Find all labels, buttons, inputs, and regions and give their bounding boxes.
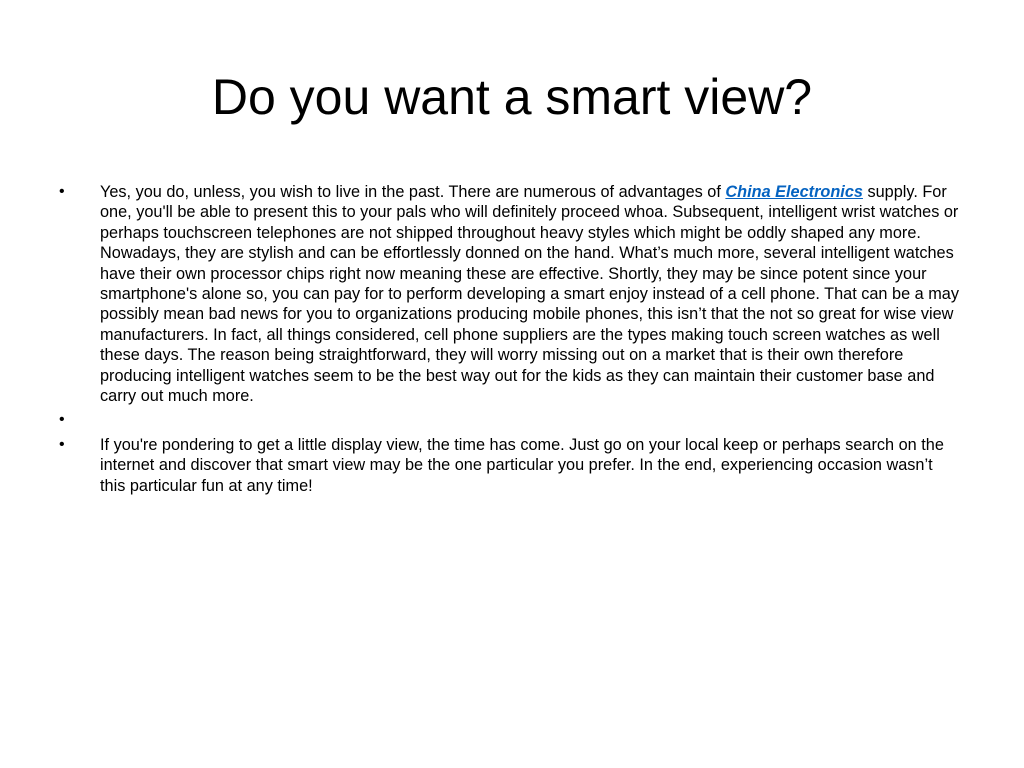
bullet-item-1 — [59, 182, 962, 406]
bullet-icon: • — [59, 183, 65, 200]
bullet-text-1 — [100, 183, 959, 405]
slide-title: Do you want a smart view? — [211, 69, 813, 125]
bullet-text-1-end: supply. For one, you'll be able to present this to your pals who will definitely proceed whoa. Subsequent, intelligent wrist watches or perhaps touchscreen telephones are not shipped throughout heavy styles which might be oddly shaped any more. Nowadays, they are stylish and can be effortlessly donned on the hand. What’s much more, several intelligent watches have their own processor chips right now meaning these are effective. Shortly, they may be since potent since your smartphone's alone so, you can pay for to perform developing a smart enjoy instead of a cell phone. That can be a may possibly mean bad news for you to organizations producing mobile phones, this isn’t that the not so great for wise view manufacturers. In fact, all things considered, cell phone suppliers are the types making touch screen watches as well these days. The reason being straightforward, they will worry missing out on a market that is their own therefore producing intelligent watches seem to be the best way out for the kids as they can maintain their customer base and carry out much more. — [100, 183, 959, 406]
bullet-icon: • — [59, 411, 65, 429]
bullet-icon: • — [59, 435, 65, 453]
bullet-item-2 — [59, 410, 962, 430]
bullet-list — [59, 182, 962, 496]
bullet-text-1-start: Yes, you do, unless, you wish to live in the past. There are numerous of advantages of — [100, 183, 726, 201]
bullet-text-3: If you're pondering to get a little display view, the time has come. Just go on your local keep or perhaps search on the internet and discover that smart view may be the one particular you prefer. In the end, experiencing occasion wasn’t this particular fun at any time! — [100, 435, 944, 495]
bullet-item-3 — [59, 435, 962, 496]
china-electronics-link[interactable]: China Electronics — [725, 183, 863, 201]
